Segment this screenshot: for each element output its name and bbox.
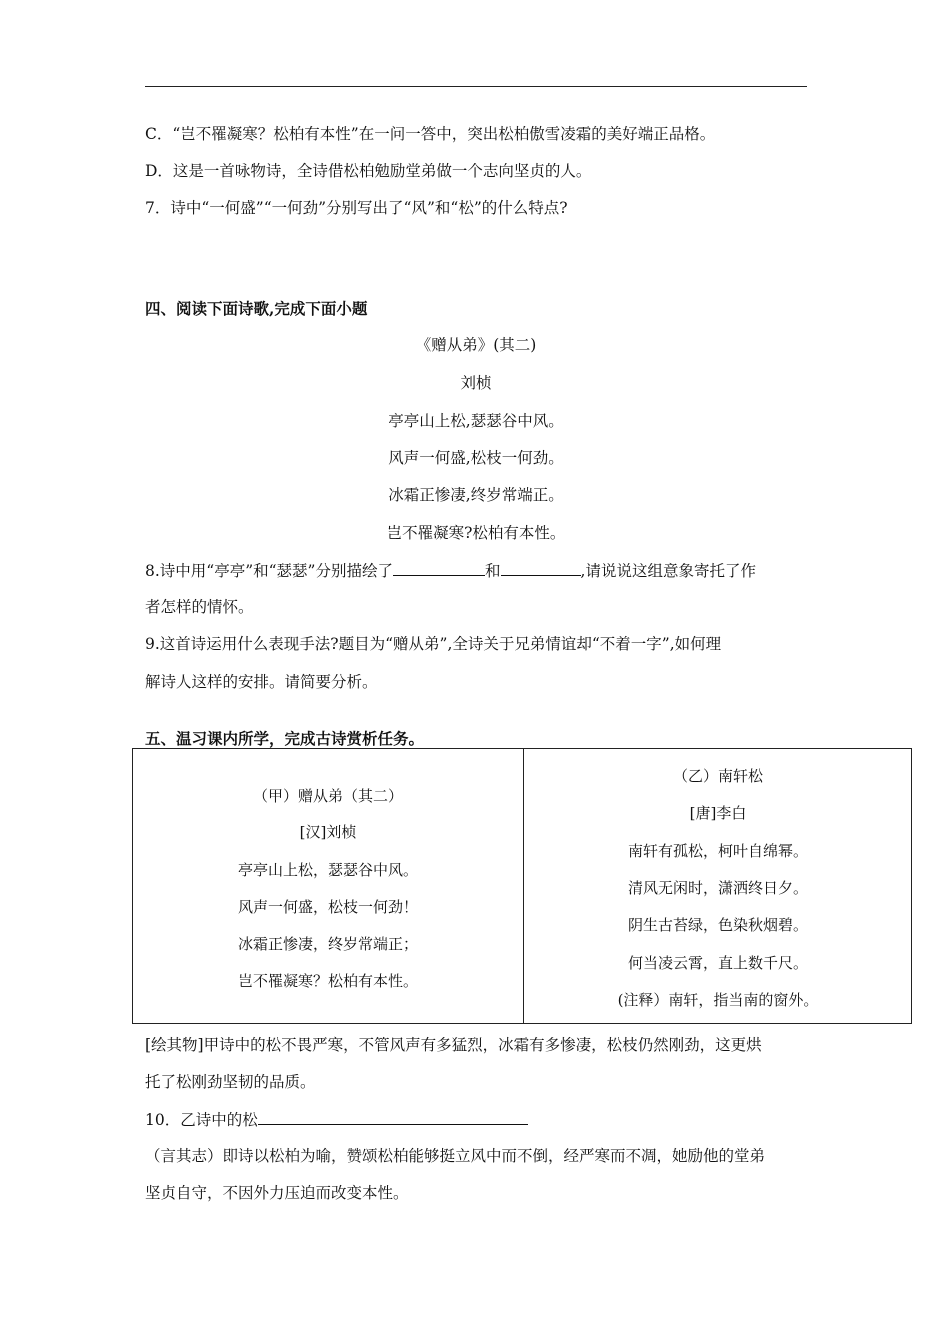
poem-a-line-4: 岂不罹凝寒？松柏有本性。 <box>237 972 418 990</box>
paragraph-draw-object-line-2: 托了松刚劲坚韧的品质。 <box>145 1073 316 1091</box>
poem-line-4: 岂不罹凝寒?松柏有本性。 <box>386 524 566 542</box>
poem-b-author: [唐]李白 <box>689 804 747 822</box>
section-4-heading: 四、阅读下面诗歌,完成下面小题 <box>145 299 368 318</box>
poem-b-line-1: 南轩有孤松，柯叶自绵幂。 <box>627 842 808 860</box>
paragraph-draw-object: [绘其物]甲诗中的松不畏严寒，不管风声有多猛烈，冰霜有多惨凄，松枝仍然刚劲，这更烘 <box>145 1036 762 1054</box>
poem-a-line-1: 亭亭山上松，瑟瑟谷中风。 <box>237 861 418 879</box>
poem-line-3: 冰霜正惨凄,终岁常端正。 <box>388 486 564 504</box>
poem-b-title: （乙）南轩松 <box>672 767 763 785</box>
q10-text: 10．乙诗中的松 <box>145 1111 258 1129</box>
q8-text-2: ,请说说这组意象寄托了作 <box>580 562 756 580</box>
header-rule <box>145 86 807 87</box>
answer-blank-q10[interactable] <box>258 1108 528 1125</box>
poem-title: 《赠从弟》(其二) <box>415 336 537 354</box>
poem-a-title: （甲）赠从弟（其二） <box>252 787 403 805</box>
option-d: D．这是一首咏物诗，全诗借松柏勉励堂弟做一个志向坚贞的人。 <box>145 162 592 180</box>
section-5-heading: 五、温习课内所学，完成古诗赏析任务。 <box>145 729 425 748</box>
answer-blank-1[interactable] <box>393 559 485 576</box>
option-c: C．“岂不罹凝寒？松柏有本性”在一问一答中，突出松柏傲雪凌霜的美好端正品格。 <box>145 125 716 143</box>
poem-author: 刘桢 <box>460 374 492 392</box>
poem-b-line-3: 阴生古苔绿，色染秋烟碧。 <box>627 916 808 934</box>
poem-b-line-4: 何当凌云霄，直上数千尺。 <box>627 954 808 972</box>
poem-a-author: [汉]刘桢 <box>299 823 357 841</box>
q8-text-1: 8.诗中用“亭亭”和“瑟瑟”分别描绘了 <box>145 562 393 580</box>
question-8-line-2: 者怎样的情怀。 <box>145 598 254 616</box>
answer-blank-2[interactable] <box>501 559 581 576</box>
question-9: 9.这首诗运用什么表现手法?题目为“赠从弟”,全诗关于兄弟情谊却“不着一字”,如何理 <box>145 635 722 653</box>
q8-and: 和 <box>485 562 501 580</box>
question-10 <box>145 1108 528 1131</box>
paragraph-express-aspiration-line-2: 坚贞自守，不因外力压迫而改变本性。 <box>145 1184 409 1202</box>
paragraph-express-aspiration: （言其志）即诗以松柏为喻，赞颂松柏能够挺立风中而不倒，经严寒而不凋，她励他的堂弟 <box>145 1147 766 1165</box>
poem-b-line-2: 清风无闲时，潇洒终日夕。 <box>627 879 808 897</box>
poem-line-1: 亭亭山上松,瑟瑟谷中风。 <box>388 412 564 430</box>
poem-a-line-3: 冰霜正惨凄，终岁常端正； <box>237 935 418 953</box>
poem-b-note: (注释）南轩，指当南的窗外。 <box>617 991 819 1009</box>
question-9-line-2: 解诗人这样的安排。请简要分析。 <box>145 673 378 691</box>
question-8 <box>145 559 756 582</box>
question-7: 7．诗中“一何盛”“一何劲”分别写出了“风”和“松”的什么特点? <box>145 199 568 217</box>
poem-line-2: 风声一何盛,松枝一何劲。 <box>388 449 564 467</box>
poem-comparison-table <box>132 748 912 1024</box>
poem-a-line-2: 风声一何盛，松枝一何劲！ <box>237 898 418 916</box>
